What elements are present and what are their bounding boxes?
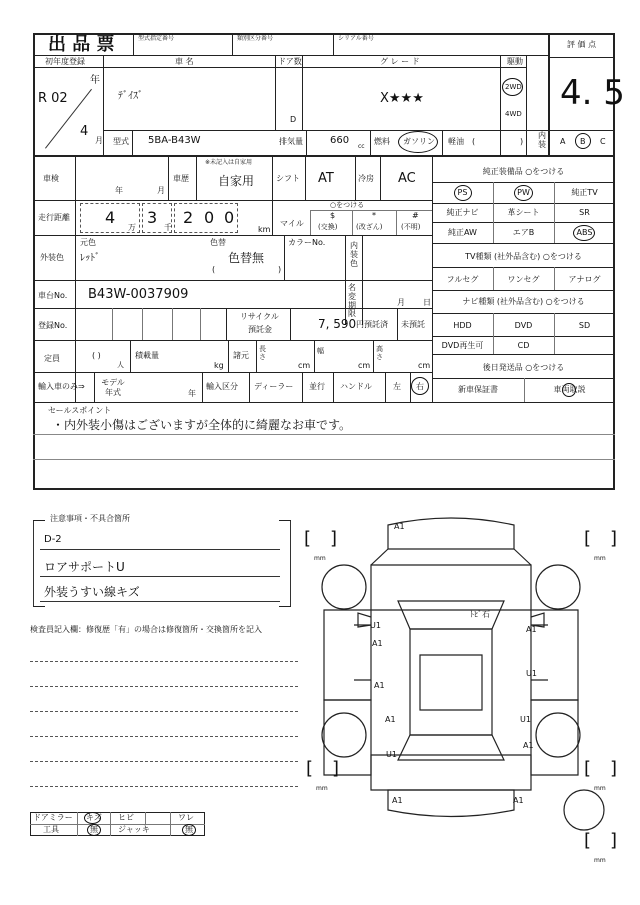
mileage-d4: 0 [204, 208, 215, 227]
exchange-sub: (交換) [318, 223, 338, 231]
inspector-line-2 [30, 686, 298, 687]
orig-color-label: 元色 [80, 238, 96, 247]
sales-label: セールスポイント [48, 406, 112, 415]
grade-label: グ レ ー ド [380, 57, 420, 66]
mm-rr: mm [594, 785, 606, 792]
mileage-u1: 万 [128, 223, 136, 232]
nav-title: ナビ種類 (社外品含む) ○をつける [462, 297, 585, 306]
drive-4wd[interactable]: 4WD [505, 110, 522, 118]
diesel-label: 軽油 [448, 137, 464, 146]
chassis-value: B43W-0037909 [88, 287, 189, 302]
bracket-fr-close: ] [610, 528, 618, 549]
mileage-d5: 0 [224, 208, 235, 227]
height-label: 高さ [376, 345, 383, 361]
bracket-rr-open: [ [584, 758, 592, 779]
inspector-line-6 [30, 786, 298, 787]
capacity-label: 定員 [44, 354, 60, 363]
equip-nav[interactable]: 純正ナビ [446, 208, 479, 217]
insp-year: 年 [115, 186, 123, 195]
model-year-unit: 年 [188, 389, 196, 398]
month-unit: 月 [95, 136, 103, 145]
mark-left-rear-u: U1 [386, 750, 397, 759]
car-name-label: 車 名 [175, 57, 194, 66]
import-type-label: 輸入区分 [206, 382, 238, 391]
serial-label: シリアル番号 [338, 35, 374, 42]
mark-right-rear-a: A1 [523, 741, 534, 750]
tamper-sub: (改ざん) [356, 223, 383, 231]
equip-aw[interactable]: 純正AW [448, 228, 477, 237]
interior-b-circle [575, 133, 591, 149]
mark-left-front-a: A1 [372, 639, 383, 648]
history-value: 自家用 [218, 174, 255, 188]
length-cm: cm [298, 361, 311, 370]
bracket-fr-open: [ [584, 528, 592, 549]
interior-color-label: 内装色 [350, 241, 358, 268]
mileage-label: 走行距離 [38, 213, 70, 222]
mileage-u2: 千 [164, 223, 172, 232]
cd[interactable]: CD [517, 341, 530, 350]
inspector-label: 検査員記入欄：修復歴「有」の場合は修復箇所・交換箇所を記入 [30, 625, 262, 634]
equip-airbag[interactable]: エアB [512, 228, 535, 237]
mirror-circle [84, 812, 101, 824]
inspector-line-1 [30, 661, 298, 662]
door-mark: D [290, 115, 297, 124]
owner-change-month: 月 [397, 298, 405, 307]
color-label: 外装色 [40, 253, 64, 262]
category-no-label: 類別区分番号 [237, 35, 274, 42]
fuel-label: 燃料 [374, 137, 390, 146]
shift-value: AT [318, 171, 334, 186]
repaint-paren-close: ) [278, 265, 282, 274]
unknown-sub: (不明) [401, 223, 421, 231]
inspection-label: 車検 [43, 174, 59, 183]
shift-label: シフト [276, 174, 300, 183]
orig-color: ﾚｯﾄﾞ [80, 253, 100, 264]
year-unit: 年 [90, 75, 100, 86]
car-name: ﾃﾞｲｽﾞ [118, 91, 143, 102]
recycle-paid[interactable]: 円預託済 [356, 320, 388, 329]
manual[interactable]: 車両取説 [553, 385, 586, 394]
ac-label: 冷房 [358, 174, 374, 183]
mirror-label: ドアミラー [33, 813, 73, 822]
nav-sd[interactable]: SD [578, 321, 591, 330]
dvd-play[interactable]: DVD再生可 [441, 341, 484, 350]
paren-close: ) [520, 137, 524, 146]
capacity-paren: ( ) [92, 351, 101, 360]
model-no-label: 型式指定番号 [138, 35, 175, 42]
fuel-gasoline[interactable]: ガソリン [403, 137, 435, 146]
mark-rear-left: A1 [392, 796, 403, 805]
mileage-d1: 4 [105, 208, 116, 227]
mileage-d3: 2 [183, 208, 194, 227]
cc: cc [358, 143, 365, 150]
repaint-paren-open: ( [212, 265, 216, 274]
mark-right-mid: U1 [526, 669, 537, 678]
break-label: ワレ [178, 813, 194, 822]
tv-analog[interactable]: アナログ [568, 275, 601, 284]
circle-hint: ○をつける [330, 201, 365, 209]
bracket-rl-open: [ [306, 758, 314, 779]
insp-month: 月 [157, 186, 165, 195]
parallel-label[interactable]: 並行 [309, 382, 325, 391]
later-title: 後日発送品 ○をつける [482, 363, 565, 372]
kg: kg [214, 361, 224, 370]
unknown-label[interactable]: # [412, 211, 419, 220]
model-type: 5BA-B43W [148, 135, 201, 146]
equip-title: 純正装備品 ○をつける [482, 167, 565, 176]
width-label: 幅 [317, 347, 324, 355]
score-label: 評 価 点 [567, 40, 597, 49]
tv-title: TV種類 (社外品含む) ○をつける [465, 252, 582, 261]
exchange-label[interactable]: $ [330, 211, 336, 220]
owner-change-day: 日 [423, 298, 431, 307]
note-line-1: D-2 [44, 534, 62, 545]
warranty[interactable]: 新車保証書 [458, 385, 498, 394]
tools-value: 無 [90, 825, 98, 834]
mile-label[interactable]: マイル [280, 219, 304, 228]
import-label: 輸入車のみ⇒ [38, 382, 85, 391]
inspector-line-5 [30, 761, 298, 762]
mark-right-rear-u: U1 [520, 715, 531, 724]
interior-label: 内装 [538, 131, 546, 149]
nav-dvd[interactable]: DVD [514, 321, 533, 330]
bracket-rl-close: ] [332, 758, 340, 779]
ac-value: AC [398, 171, 416, 186]
repaint-value: 色替無 [228, 251, 265, 265]
bracket-fl-close: ] [330, 528, 338, 549]
tools-label: 工具 [43, 825, 59, 834]
car-diagram [296, 505, 616, 870]
nav-hdd[interactable]: HDD [453, 321, 472, 330]
tamper-label[interactable]: * [372, 211, 376, 220]
repaint-label: 色替 [210, 238, 226, 247]
mark-front-bumper: A1 [394, 522, 405, 531]
reg-era: R 02 [38, 91, 68, 106]
manual-circle [562, 383, 576, 397]
mm-fl: mm [314, 555, 326, 562]
inspector-line-4 [30, 736, 298, 737]
history-note: ※未記入は自家用 [205, 159, 253, 166]
mark-right-front: A1 [526, 625, 537, 634]
displacement-label: 排気量 [279, 137, 303, 146]
bracket-spare-open: [ [584, 830, 592, 851]
jack-label: ジャッキ [118, 825, 150, 834]
equip-tv[interactable]: 純正TV [571, 188, 598, 197]
interior-a[interactable]: A [560, 137, 566, 146]
inspector-line-3 [30, 711, 298, 712]
dims-label: 諸元 [233, 351, 249, 360]
history-label: 車歴 [173, 174, 189, 183]
crack-label: ヒビ [118, 813, 134, 822]
equip-pw-circle [514, 185, 533, 201]
bracket-fl-open: [ [304, 528, 312, 549]
mark-left-mid: A1 [374, 681, 385, 690]
tv-one[interactable]: ワンセグ [507, 275, 540, 284]
length-label: 長さ [259, 345, 266, 361]
equip-abs[interactable]: ABS [576, 228, 593, 237]
recycle-label: リサイクル [240, 312, 279, 321]
recycle-sub: 預託金 [248, 325, 272, 334]
equip-ps[interactable]: PS [457, 188, 468, 197]
handle-label: ハンドル [340, 382, 372, 391]
people-unit: 人 [117, 361, 124, 369]
fuel-circle [398, 131, 438, 153]
sales-text: ・内外装小傷はございますが全体的に綺麗なお車です。 [52, 418, 352, 432]
left-handle[interactable]: 左 [393, 382, 401, 391]
form-title: 出 品 票 [48, 34, 115, 55]
recycle-unpaid[interactable]: 未預託 [401, 320, 425, 329]
first-reg-label: 初年度登録 [45, 57, 85, 66]
jack-circle [182, 824, 196, 836]
mark-windshield: ﾄﾋﾞ石 [470, 610, 490, 619]
equip-sr[interactable]: SR [579, 208, 590, 217]
score-value: 4. 5 [560, 73, 625, 113]
mark-rear-right: A1 [513, 796, 524, 805]
width-cm: cm [358, 361, 371, 370]
mark-left-rear-a: A1 [385, 715, 396, 724]
tv-full[interactable]: フルセグ [446, 275, 479, 284]
dealer-label[interactable]: ディーラー [254, 382, 294, 391]
mileage-d2: 3 [147, 208, 158, 227]
bracket-rr-close: ] [610, 758, 618, 779]
drive-2wd[interactable]: 2WD [505, 83, 522, 91]
tools-circle [87, 824, 101, 836]
chassis-label: 車台No. [38, 291, 68, 300]
mirror-value: キズ [86, 813, 102, 822]
jack-value: 無 [185, 825, 193, 834]
reg-month: 4 [80, 124, 89, 139]
mark-left-front-u: U1 [370, 621, 381, 630]
recycle-value: 7, 590 [318, 317, 357, 331]
grade-value: X★★★ [380, 91, 424, 106]
equip-leather[interactable]: 革シート [507, 208, 540, 217]
drive-2wd-circle [502, 78, 523, 96]
right-handle-circle [411, 377, 429, 395]
height-cm: cm [418, 361, 431, 370]
owner-change-label: 名変期限 [348, 283, 356, 319]
interior-c[interactable]: C [600, 137, 606, 146]
equip-abs-circle [573, 225, 595, 241]
reg-no-label: 登録No. [38, 321, 68, 330]
note-line-3: 外装うすい線キズ [44, 585, 140, 599]
right-handle[interactable]: 右 [416, 382, 424, 391]
mm-spare: mm [594, 857, 606, 864]
equip-ps-circle [454, 185, 472, 201]
note-line-2: ロアサポートU [44, 560, 125, 574]
model-year-label: モデル年式 [101, 378, 125, 397]
km: km [258, 225, 271, 234]
paren-open: ( [472, 137, 476, 146]
equip-pw[interactable]: PW [517, 188, 530, 197]
drive-label: 駆動 [507, 57, 523, 66]
displacement: 660 [330, 135, 350, 146]
notes-label: 注意事項・不具合箇所 [50, 514, 130, 523]
interior-b[interactable]: B [580, 137, 586, 146]
mm-fr: mm [594, 555, 606, 562]
doors-label: ドア数 [278, 57, 302, 66]
load-label: 積載量 [135, 351, 159, 360]
color-no-label: カラーNo. [288, 238, 326, 247]
type-label: 型式 [113, 137, 129, 146]
mm-rl: mm [316, 785, 328, 792]
bracket-spare-close: ] [610, 830, 618, 851]
